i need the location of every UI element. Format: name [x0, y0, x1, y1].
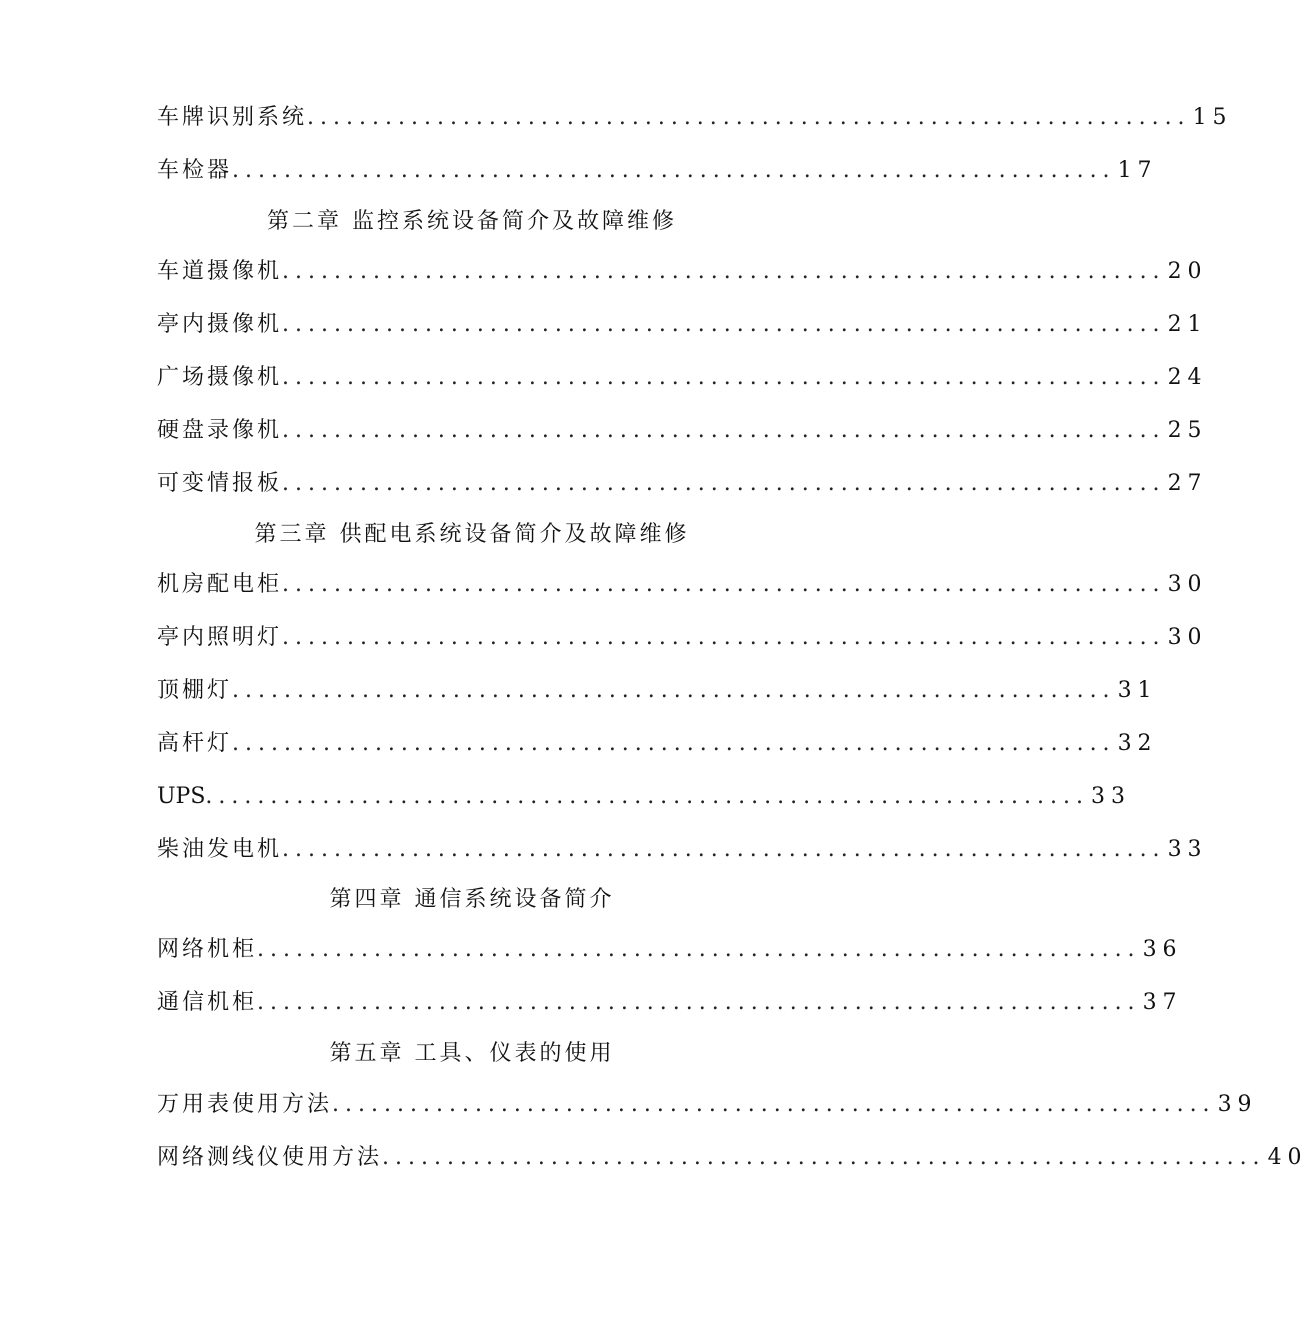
toc-entry	[157, 570, 1208, 600]
toc-entry	[157, 935, 1183, 965]
toc-entry-title: 车道摄像机	[157, 259, 283, 284]
toc-leader-dots: ....................................................................	[257, 937, 1141, 962]
toc-entry	[157, 103, 1233, 133]
toc-leader-dots: ....................................................................	[257, 990, 1141, 1015]
chapter-heading: 第二章 监控系统设备简介及故障维修	[267, 209, 677, 234]
toc-entry-title: 机房配电柜	[157, 572, 283, 597]
toc-leader-dots: ....................................................................	[282, 365, 1166, 390]
toc-entry-page: 17	[1117, 158, 1158, 183]
toc-entry-page: 21	[1167, 312, 1208, 337]
toc-leader-dots: ....................................................................	[282, 625, 1166, 650]
toc-leader-dots: ....................................................................	[282, 312, 1166, 337]
toc-entry-page: 24	[1167, 365, 1208, 390]
toc-entry	[157, 835, 1208, 865]
toc-entry-page: 37	[1142, 990, 1183, 1015]
toc-entry-page: 31	[1117, 678, 1158, 703]
toc-entry-title: 柴油发电机	[157, 837, 283, 862]
toc-entry-title: 高杆灯	[157, 731, 233, 756]
toc-leader-dots: ....................................................................	[232, 678, 1116, 703]
toc-leader-dots: ....................................................................	[282, 471, 1166, 496]
toc-leader-dots: ....................................................................	[382, 1145, 1266, 1170]
toc-leader-dots: ....................................................................	[282, 259, 1166, 284]
toc-entry	[157, 623, 1208, 653]
toc-entry-page: 27	[1167, 471, 1208, 496]
toc-entry-page: 15	[1192, 105, 1233, 130]
toc-entry-title: 车检器	[157, 158, 233, 183]
toc-leader-dots: ....................................................................	[282, 572, 1166, 597]
toc-entry	[157, 676, 1158, 706]
toc-entry-title: 亭内照明灯	[157, 625, 283, 650]
toc-entry-page: 32	[1117, 731, 1158, 756]
toc-entry-page: 36	[1142, 937, 1183, 962]
toc-entry	[157, 363, 1208, 393]
toc-entry-page: 20	[1167, 259, 1208, 284]
toc-leader-dots: ....................................................................	[232, 158, 1116, 183]
toc-entry	[157, 156, 1158, 186]
toc-entry-page: 33	[1167, 837, 1208, 862]
toc-entry	[157, 310, 1208, 340]
toc-entry-title: 通信机柜	[157, 990, 258, 1015]
toc-entry-page: 39	[1217, 1092, 1258, 1117]
toc-entry	[157, 1143, 1308, 1173]
toc-entry-title: 万用表使用方法	[157, 1092, 333, 1117]
toc-entry-page: 40	[1267, 1145, 1308, 1170]
toc-entry	[157, 257, 1208, 287]
toc-entry-title: 亭内摄像机	[157, 312, 283, 337]
toc-entry	[157, 988, 1183, 1018]
toc-entry-title: 顶棚灯	[157, 678, 233, 703]
chapter-heading: 第五章 工具、仪表的使用	[329, 1041, 615, 1066]
toc-leader-dots: ....................................................................	[332, 1092, 1216, 1117]
toc-leader-dots: ....................................................................	[232, 731, 1116, 756]
toc-entry-page: 30	[1167, 572, 1208, 597]
toc-entry-page: 33	[1090, 784, 1131, 809]
chapter-heading: 第三章 供配电系统设备简介及故障维修	[254, 522, 690, 547]
toc-leader-dots: ....................................................................	[205, 784, 1089, 809]
toc-entry	[157, 782, 1131, 812]
toc-entry-title: 网络机柜	[157, 937, 258, 962]
toc-entry-title: 网络测线仪使用方法	[157, 1145, 383, 1170]
toc-entry-page: 25	[1167, 418, 1208, 443]
chapter-heading: 第四章 通信系统设备简介	[329, 887, 615, 912]
toc-leader-dots: ....................................................................	[307, 105, 1191, 130]
toc-entry-title: 硬盘录像机	[157, 418, 283, 443]
toc-entry-page: 30	[1167, 625, 1208, 650]
toc-entry	[157, 1090, 1258, 1120]
toc-entry	[157, 469, 1208, 499]
toc-leader-dots: ....................................................................	[282, 418, 1166, 443]
toc-entry-title: 可变情报板	[157, 471, 283, 496]
toc-entry-title: UPS	[157, 784, 206, 809]
toc-leader-dots: ....................................................................	[282, 837, 1166, 862]
toc-entry-title: 广场摄像机	[157, 365, 283, 390]
toc-entry	[157, 729, 1158, 759]
toc-entry-title: 车牌识别系统	[157, 105, 308, 130]
toc-entry	[157, 416, 1208, 446]
